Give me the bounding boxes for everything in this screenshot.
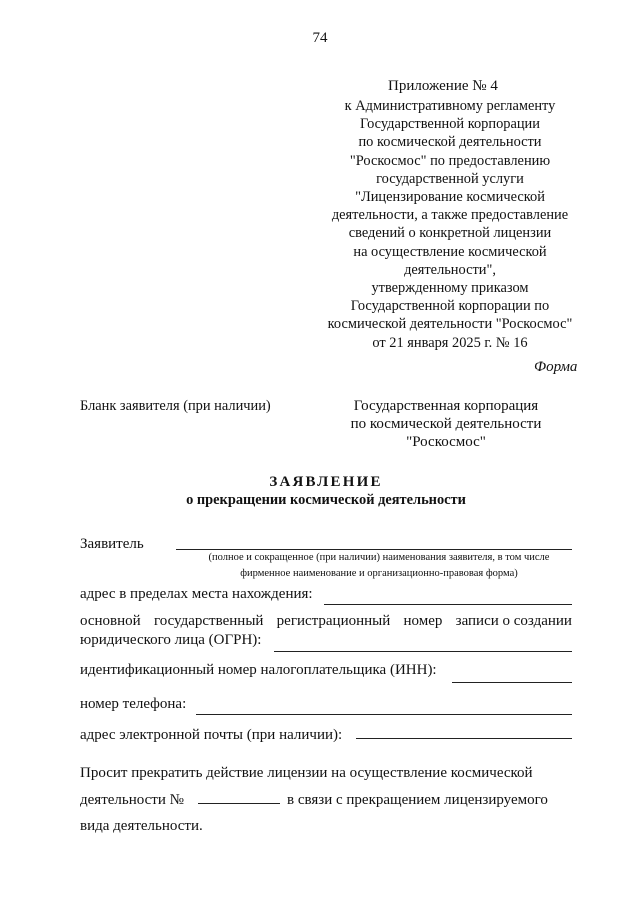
recipient-line: "Роскосмос" — [406, 434, 486, 450]
approval-line: "Роскосмос" по предоставлению — [349, 152, 551, 169]
applicant-hint-line: (полное и сокращенное (при наличии) наименования заявителя, в том числе — [208, 552, 550, 563]
phone-label: номер телефона: — [80, 696, 187, 712]
document-subtitle: о прекращении космической деятельности — [186, 492, 466, 508]
approval-line: утвержденному приказом — [371, 280, 529, 297]
phone-line[interactable] — [196, 714, 572, 715]
approval-line: на осуществление космической — [353, 243, 547, 260]
inn-line[interactable] — [452, 682, 572, 683]
approval-line: сведений о конкретной лицензии — [348, 225, 552, 242]
recipient-block — [328, 397, 564, 451]
recipient-line: по космической деятельности — [350, 416, 542, 432]
ogrn-word: записи о создании — [455, 613, 572, 629]
approval-line: по космической деятельности — [358, 134, 542, 151]
license-number-line[interactable] — [198, 803, 280, 804]
applicant-hint — [176, 550, 582, 582]
request-line-1: Просит прекратить действие лицензии на осуществление космической — [80, 765, 533, 781]
recipient-line: Государственная корпорация — [353, 398, 539, 414]
ogrn-label-line-1 — [80, 613, 572, 630]
form-label: Форма — [534, 359, 578, 375]
approval-line: к Административному регламенту — [344, 98, 556, 114]
ogrn-word: основной — [80, 613, 141, 629]
ogrn-word: номер — [403, 613, 443, 629]
email-label: адрес электронной почты (при наличии): — [80, 727, 343, 743]
applicant-blank-label: Бланк заявителя (при наличии) — [80, 398, 271, 414]
approval-line: Государственной корпорации — [360, 116, 540, 133]
email-line[interactable] — [356, 738, 572, 739]
request-line-3: вида деятельности. — [80, 818, 203, 834]
applicant-label: Заявитель — [80, 536, 144, 552]
approval-line: от 21 января 2025 г. № 16 — [372, 334, 528, 351]
page-number: 74 — [312, 30, 328, 46]
approval-line: государственной услуги — [376, 170, 524, 187]
ogrn-word: государственный — [153, 613, 264, 629]
approval-line: Государственной корпорации по — [350, 298, 550, 315]
request-line-2-start: деятельности № — [80, 792, 184, 808]
approval-block — [318, 97, 582, 352]
ogrn-line[interactable] — [274, 651, 572, 652]
approval-line: деятельности, а также предоставление — [331, 207, 569, 224]
approval-line: "Лицензирование космической — [355, 189, 545, 206]
approval-line: космической деятельности "Роскосмос" — [327, 316, 573, 333]
inn-label: идентификационный номер налогоплательщика (ИНН): — [80, 662, 437, 678]
request-line-2-end: в связи с прекращением лицензируемого — [287, 792, 548, 808]
appendix-label: Приложение № 4 — [388, 78, 498, 94]
address-line[interactable] — [324, 604, 572, 605]
ogrn-word: регистрационный — [276, 613, 391, 629]
ogrn-label-line-2: юридического лица (ОГРН): — [80, 632, 262, 648]
address-label: адрес в пределах места нахождения: — [80, 586, 313, 602]
approval-line: деятельности", — [404, 261, 496, 278]
document-title: ЗАЯВЛЕНИЕ — [269, 474, 383, 490]
applicant-hint-line: фирменное наименование и организационно-правовая форма) — [240, 568, 518, 579]
